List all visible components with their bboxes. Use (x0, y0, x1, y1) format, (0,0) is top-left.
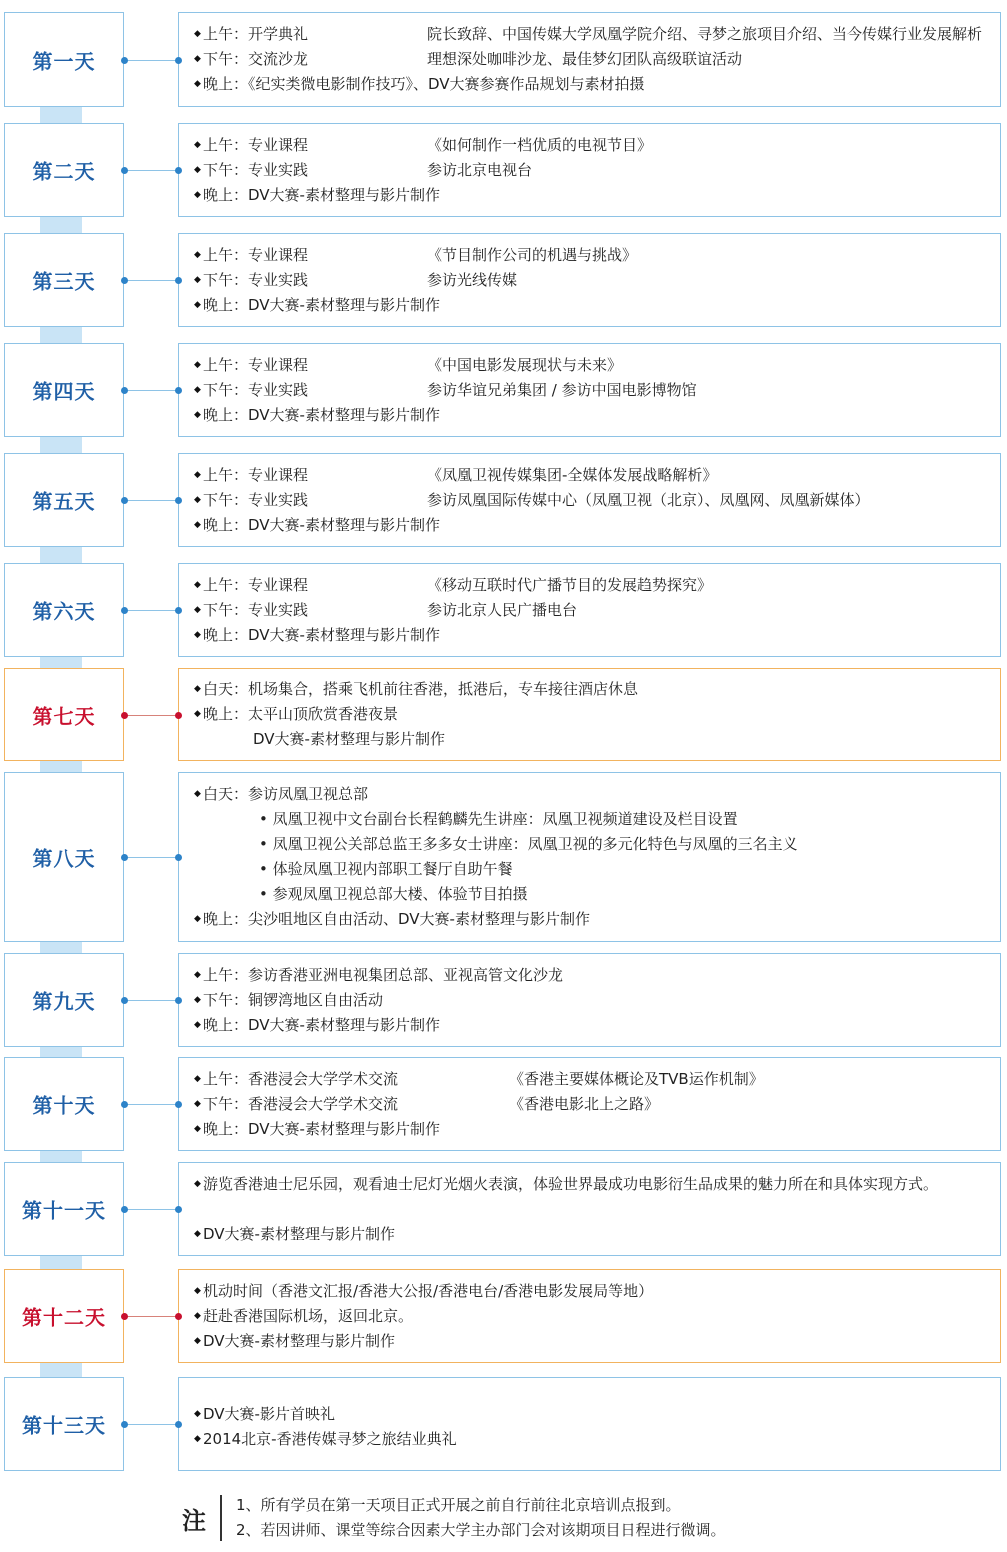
line-text: 晚上：DV大赛-素材整理与影片制作 (203, 186, 440, 204)
day-box (4, 563, 124, 657)
line-text: 晚上：《纪实类微电影制作技巧》、DV大赛参赛作品规划与素材拍摄 (203, 75, 645, 93)
day-box (4, 1162, 124, 1256)
diamond-bullet-icon: ◆ (194, 250, 201, 260)
day-label: 第十一天 (22, 1198, 106, 1223)
diamond-bullet-icon: ◆ (194, 1286, 201, 1296)
line-text: DV大赛-素材整理与影片制作 (203, 1225, 395, 1243)
line-text: 上午：开学典礼 (203, 25, 309, 43)
day-box (4, 953, 124, 1047)
line-text: 晚上：DV大赛-素材整理与影片制作 (203, 1120, 440, 1138)
day-label: 第七天 (32, 704, 96, 728)
connector-dot-icon (175, 1421, 182, 1428)
line-text: 机动时间（香港文汇报/香港大公报/香港电台/香港电影发展局等地） (203, 1282, 654, 1300)
connector-dot-icon (121, 167, 128, 174)
day-detail-box (178, 772, 1001, 942)
connector-dot-icon (121, 277, 128, 284)
line-detail-text: 《如何制作一档优质的电视节目》 (427, 136, 653, 154)
schedule-line (194, 1402, 986, 1427)
diamond-bullet-icon: ◆ (194, 970, 201, 980)
line-text: DV大赛-素材整理与影片制作 (203, 1332, 395, 1350)
connector-dot-icon (175, 1206, 182, 1213)
day-box (4, 233, 124, 327)
diamond-bullet-icon: ◆ (194, 605, 201, 615)
schedule-line (194, 1013, 986, 1038)
line-detail-text: 理想深处咖啡沙龙、最佳梦幻团队高级联谊活动 (427, 50, 743, 68)
connector-line (124, 170, 178, 171)
diamond-bullet-icon: ◆ (194, 495, 201, 505)
diamond-bullet-icon: ◆ (194, 165, 201, 175)
schedule-line (194, 378, 986, 403)
day-label: 第十三天 (22, 1413, 106, 1438)
diamond-bullet-icon: ◆ (194, 140, 201, 150)
day-box (4, 453, 124, 547)
line-text: 晚上：DV大赛-素材整理与影片制作 (203, 626, 440, 644)
schedule-line (194, 47, 986, 72)
line-text: DV大赛-影片首映礼 (203, 1405, 335, 1423)
day-detail-box (178, 123, 1001, 217)
connector-dot-icon (175, 57, 182, 64)
schedule-line (194, 268, 986, 293)
connector-dot-icon (175, 277, 182, 284)
day-detail-box (178, 343, 1001, 437)
schedule-line (253, 727, 986, 752)
connector-line (124, 280, 178, 281)
line-detail-text: 《移动互联时代广播节目的发展趋势探究》 (427, 576, 713, 594)
connector-dot-icon (175, 1101, 182, 1108)
day-label: 第五天 (32, 489, 96, 514)
diamond-bullet-icon: ◆ (194, 914, 201, 924)
day-detail-box (178, 1377, 1001, 1471)
day-box (4, 1377, 124, 1471)
connector-line (124, 610, 178, 611)
line-text: 下午：交流沙龙 (203, 50, 309, 68)
diamond-bullet-icon: ◆ (194, 54, 201, 64)
schedule-line (259, 882, 986, 907)
connector-dot-icon (121, 854, 128, 861)
connector-line (124, 857, 178, 858)
diamond-bullet-icon: ◆ (194, 995, 201, 1005)
line-text: 下午：专业实践 (203, 381, 309, 399)
connector-line (124, 500, 178, 501)
day-box (4, 343, 124, 437)
diamond-bullet-icon: ◆ (194, 190, 201, 200)
schedule-line (259, 807, 986, 832)
note-item: 2、若因讲师、课堂等综合因素大学主办部门会对该期项目日程进行微调。 (236, 1521, 726, 1539)
line-text: 晚上：太平山顶欣赏香港夜景 (203, 705, 399, 723)
schedule-line (259, 857, 986, 882)
day-detail-box (178, 953, 1001, 1047)
schedule-line (194, 782, 986, 807)
day-box (4, 1269, 124, 1363)
diamond-bullet-icon: ◆ (194, 1124, 201, 1134)
day-box (4, 12, 124, 107)
schedule-line (194, 513, 986, 538)
line-detail-text: 参访光线传媒 (427, 271, 518, 289)
schedule-line (194, 243, 986, 268)
line-text: 上午：专业课程 (203, 576, 309, 594)
line-text: 赶赴香港国际机场，返回北京。 (203, 1307, 414, 1325)
line-text: DV大赛-素材整理与影片制作 (253, 730, 445, 748)
schedule-line (194, 988, 986, 1013)
day-detail-box (178, 668, 1001, 761)
day-box (4, 1057, 124, 1151)
line-detail-text: 参访凤凰国际传媒中心（凤凰卫视（北京）、凤凰网、凤凰新媒体） (427, 491, 870, 509)
line-text: 下午：铜锣湾地区自由活动 (203, 991, 384, 1009)
line-text: 晚上：尖沙咀地区自由活动、DV大赛-素材整理与影片制作 (203, 910, 590, 928)
connector-dot-icon (175, 712, 182, 719)
connector-dot-icon (121, 1101, 128, 1108)
connector-dot-icon (121, 712, 128, 719)
diamond-bullet-icon: ◆ (194, 1434, 201, 1444)
connector-dot-icon (121, 997, 128, 1004)
line-detail-text: 院长致辞、中国传媒大学凤凰学院介绍、寻梦之旅项目介绍、当今传媒行业发展解析 (427, 25, 983, 43)
diamond-bullet-icon: ◆ (194, 1179, 201, 1189)
schedule-line (194, 183, 986, 208)
schedule-line (194, 1172, 986, 1197)
notes-section (182, 1493, 982, 1543)
schedule-line (194, 403, 986, 428)
day-box (4, 123, 124, 217)
schedule-line (194, 907, 986, 932)
schedule-line (194, 488, 986, 513)
diamond-bullet-icon: ◆ (194, 275, 201, 285)
line-text: 晚上：DV大赛-素材整理与影片制作 (203, 516, 440, 534)
connector-line (124, 60, 178, 61)
line-text: 下午：专业实践 (203, 491, 309, 509)
connector-dot-icon (121, 1421, 128, 1428)
day-label: 第四天 (32, 379, 96, 404)
connector-dot-icon (175, 497, 182, 504)
schedule-line (194, 463, 986, 488)
diamond-bullet-icon: ◆ (194, 385, 201, 395)
schedule-line (194, 1329, 986, 1354)
day-label: 第二天 (32, 159, 96, 184)
diamond-bullet-icon: ◆ (194, 1229, 201, 1239)
schedule-line (194, 1279, 986, 1304)
day-detail-box (178, 12, 1001, 107)
line-text: 游览香港迪士尼乐园，观看迪士尼灯光烟火表演，体验世界最成功电影衍生品成果的魅力所在和具体实现方式。 (203, 1175, 939, 1193)
day-box (4, 668, 124, 761)
diamond-bullet-icon: ◆ (194, 630, 201, 640)
line-text: 下午：香港浸会大学学术交流 (203, 1095, 399, 1113)
connector-dot-icon (121, 387, 128, 394)
schedule-line (194, 72, 986, 97)
line-detail-text: 《香港电影北上之路》 (509, 1095, 660, 1113)
line-text: 晚上：DV大赛-素材整理与影片制作 (203, 296, 440, 314)
day-label: 第九天 (32, 989, 96, 1014)
diamond-bullet-icon: ◆ (194, 1336, 201, 1346)
line-text: 上午：专业课程 (203, 356, 309, 374)
schedule-line (194, 1117, 986, 1142)
line-text: 上午：专业课程 (203, 246, 309, 264)
connector-dot-icon (121, 607, 128, 614)
connector-dot-icon (175, 1313, 182, 1320)
schedule-line (194, 1222, 986, 1247)
diamond-bullet-icon: ◆ (194, 1099, 201, 1109)
line-text: • 凤凰卫视中文台副台长程鹤麟先生讲座：凤凰卫视频道建设及栏目设置 (259, 810, 738, 828)
connector-line (124, 390, 178, 391)
schedule-line (259, 832, 986, 857)
connector-line (124, 1316, 178, 1317)
diamond-bullet-icon: ◆ (194, 360, 201, 370)
line-detail-text: 参访华谊兄弟集团 / 参访中国电影博物馆 (427, 381, 697, 399)
line-text: 上午：专业课程 (203, 136, 309, 154)
line-text: 下午：专业实践 (203, 161, 309, 179)
line-text: 晚上：DV大赛-素材整理与影片制作 (203, 406, 440, 424)
day-label: 第一天 (32, 49, 96, 73)
connector-dot-icon (121, 1206, 128, 1213)
diamond-bullet-icon: ◆ (194, 1409, 201, 1419)
connector-dot-icon (175, 387, 182, 394)
day-label: 第十天 (32, 1093, 96, 1118)
connector-dot-icon (121, 1313, 128, 1320)
line-text: 下午：专业实践 (203, 271, 309, 289)
line-detail-text: 《中国电影发展现状与未来》 (427, 356, 623, 374)
line-detail-text: 《香港主要媒体概论及TVB运作机制》 (509, 1070, 764, 1088)
diamond-bullet-icon: ◆ (194, 580, 201, 590)
line-text: 白天：机场集合，搭乘飞机前往香港，抵港后，专车接往酒店休息 (203, 680, 639, 698)
line-text: 晚上：DV大赛-素材整理与影片制作 (203, 1016, 440, 1034)
line-text: • 体验凤凰卫视内部职工餐厅自助午餐 (259, 860, 513, 878)
schedule-line (194, 623, 986, 648)
schedule-line (194, 702, 986, 727)
schedule-line (194, 963, 986, 988)
diamond-bullet-icon: ◆ (194, 1020, 201, 1030)
line-detail-text: 《凤凰卫视传媒集团-全媒体发展战略解析》 (427, 466, 718, 484)
connector-dot-icon (121, 57, 128, 64)
line-detail-text: 参访北京人民广播电台 (427, 601, 578, 619)
schedule-line (194, 353, 986, 378)
connector-dot-icon (175, 854, 182, 861)
connector-line (124, 715, 178, 716)
day-detail-box (178, 1269, 1001, 1363)
connector-dot-icon (175, 607, 182, 614)
day-detail-box (178, 1057, 1001, 1151)
day-detail-box (178, 453, 1001, 547)
schedule-line (194, 1092, 986, 1117)
schedule-line (194, 133, 986, 158)
connector-line (124, 1104, 178, 1105)
day-label: 第六天 (32, 599, 96, 624)
connector-dot-icon (175, 167, 182, 174)
day-detail-box (178, 1162, 1001, 1256)
line-text: 下午：专业实践 (203, 601, 309, 619)
line-text: 2014北京-香港传媒寻梦之旅结业典礼 (203, 1430, 457, 1448)
day-box (4, 772, 124, 942)
notes-divider (220, 1495, 222, 1541)
notes-mark: 注 (182, 1507, 206, 1535)
line-text: 白天：参访凤凰卫视总部 (203, 785, 369, 803)
schedule-line (194, 1067, 986, 1092)
line-detail-text: 参访北京电视台 (427, 161, 533, 179)
schedule-line (194, 598, 986, 623)
diamond-bullet-icon: ◆ (194, 684, 201, 694)
diamond-bullet-icon: ◆ (194, 300, 201, 310)
diamond-bullet-icon: ◆ (194, 29, 201, 39)
diamond-bullet-icon: ◆ (194, 789, 201, 799)
diamond-bullet-icon: ◆ (194, 1074, 201, 1084)
line-text: 上午：参访香港亚洲电视集团总部、亚视高管文化沙龙 (203, 966, 564, 984)
day-label: 第十二天 (22, 1305, 106, 1330)
day-detail-box (178, 233, 1001, 327)
line-text: 上午：专业课程 (203, 466, 309, 484)
connector-line (124, 1209, 178, 1210)
diamond-bullet-icon: ◆ (194, 1311, 201, 1321)
connector-dot-icon (175, 997, 182, 1004)
note-item: 1、所有学员在第一天项目正式开展之前自行前往北京培训点报到。 (236, 1496, 681, 1514)
day-label: 第三天 (32, 269, 96, 294)
day-detail-box (178, 563, 1001, 657)
schedule-line (194, 573, 986, 598)
schedule-line (194, 158, 986, 183)
diamond-bullet-icon: ◆ (194, 410, 201, 420)
schedule-line (194, 1427, 986, 1452)
diamond-bullet-icon: ◆ (194, 79, 201, 89)
line-text: 上午：香港浸会大学学术交流 (203, 1070, 399, 1088)
day-label: 第八天 (32, 846, 96, 871)
connector-line (124, 1000, 178, 1001)
schedule-line (194, 22, 986, 47)
line-text: • 凤凰卫视公关部总监王多多女士讲座：凤凰卫视的多元化特色与凤凰的三名主义 (259, 835, 798, 853)
connector-line (124, 1424, 178, 1425)
connector-dot-icon (121, 497, 128, 504)
schedule-line (194, 677, 986, 702)
schedule-line (194, 293, 986, 318)
diamond-bullet-icon: ◆ (194, 470, 201, 480)
line-text: • 参观凤凰卫视总部大楼、体验节目拍摄 (259, 885, 528, 903)
schedule-line (194, 1304, 986, 1329)
line-detail-text: 《节目制作公司的机遇与挑战》 (427, 246, 638, 264)
diamond-bullet-icon: ◆ (194, 709, 201, 719)
diamond-bullet-icon: ◆ (194, 520, 201, 530)
